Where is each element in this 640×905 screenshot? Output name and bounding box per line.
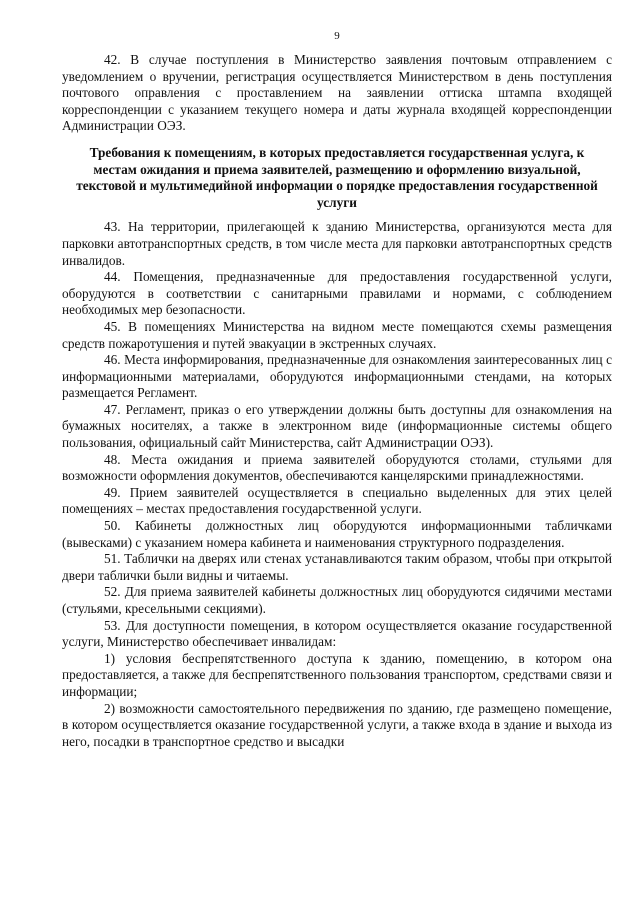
section-heading: Требования к помещениям, в которых предоставляется государственная услуга, к местам ожидания и приема заявителей, размещению и оформлению визуальной, текстовой и мультимедийной информации о порядке предоставления государственной услуги: [76, 144, 598, 210]
paragraph-48: 48. Места ожидания и приема заявителей оборудуются столами, стульями для возможности оформления документов, обеспечиваются канцелярскими принадлежностями.: [62, 451, 612, 484]
paragraph-51: 51. Таблички на дверях или стенах устанавливаются таким образом, чтобы при открытой двери таблички были видны и читаемы.: [62, 551, 612, 583]
paragraph-44: 44. Помещения, предназначенные для предоставления государственной услуги, оборудуются в соответствии с санитарными правилами и нормами, с соблюдением необходимых мер безопасности.: [62, 269, 612, 318]
paragraph-52: 52. Для приема заявителей кабинеты должностных лиц оборудуются сидячими местами (стульями, кресельными секциями).: [62, 584, 612, 616]
paragraph-53: 53. Для доступности помещения, в котором осуществляется оказание государственной услуги, Министерство обеспечивает инвалидам:: [62, 617, 612, 650]
paragraph-45: 45. В помещениях Министерства на видном месте помещаются схемы размещения средств пожаротушения и путей эвакуации в экстренных случаях.: [62, 318, 612, 351]
paragraphs-after-heading: [62, 219, 612, 750]
paragraphs-before-heading: [62, 52, 612, 135]
paragraph-49: 49. Прием заявителей осуществляется в специально выделенных для этих целей помещениях – местах предоставления государственной услуги.: [62, 484, 612, 517]
page-number: 9: [334, 30, 340, 42]
paragraph-46: 46. Места информирования, предназначенные для ознакомления заинтересованных лиц с информационными материалами, оборудуются информационными стендами, на которых размещается Регламент.: [62, 352, 612, 401]
paragraph-42: 42. В случае поступления в Министерство заявления почтовым отправлением с уведомлением о вручении, регистрация осуществляется Министерством в день поступления почтового оправления с проставлением на заявлении оттиска штампа входящей корреспонденции с указанием текущего номера и даты журнала входящей корреспонденции Администрации ОЭЗ.: [62, 52, 612, 134]
list-item-2: 2) возможности самостоятельного передвижения по зданию, где размещено помещение, в котором осуществляется оказание государственной услуги, а также входа в здание и выхода из него, посадки в транспортное средство и высадки: [62, 700, 612, 749]
paragraph-47: 47. Регламент, приказ о его утверждении должны быть доступны для ознакомления на бумажных носителях, а также в электронном виде (информационные системы общего пользования, официальный сайт Министерства, сайт Администрации ОЭЗ).: [62, 401, 612, 451]
paragraph-50: 50. Кабинеты должностных лиц оборудуются информационными табличками (вывесками) с указанием номера кабинета и наименования структурного подразделения.: [62, 518, 612, 550]
paragraph-43: 43. На территории, прилегающей к зданию Министерства, организуются места для парковки автотранспортных средств, в том числе места для парковки автотранспортных средств инвалидов.: [62, 219, 612, 268]
list-item-1: 1) условия беспрепятственного доступа к зданию, помещению, в котором она предоставляется, а также для беспрепятственного пользования транспортом, средствами связи и информации;: [62, 650, 612, 699]
